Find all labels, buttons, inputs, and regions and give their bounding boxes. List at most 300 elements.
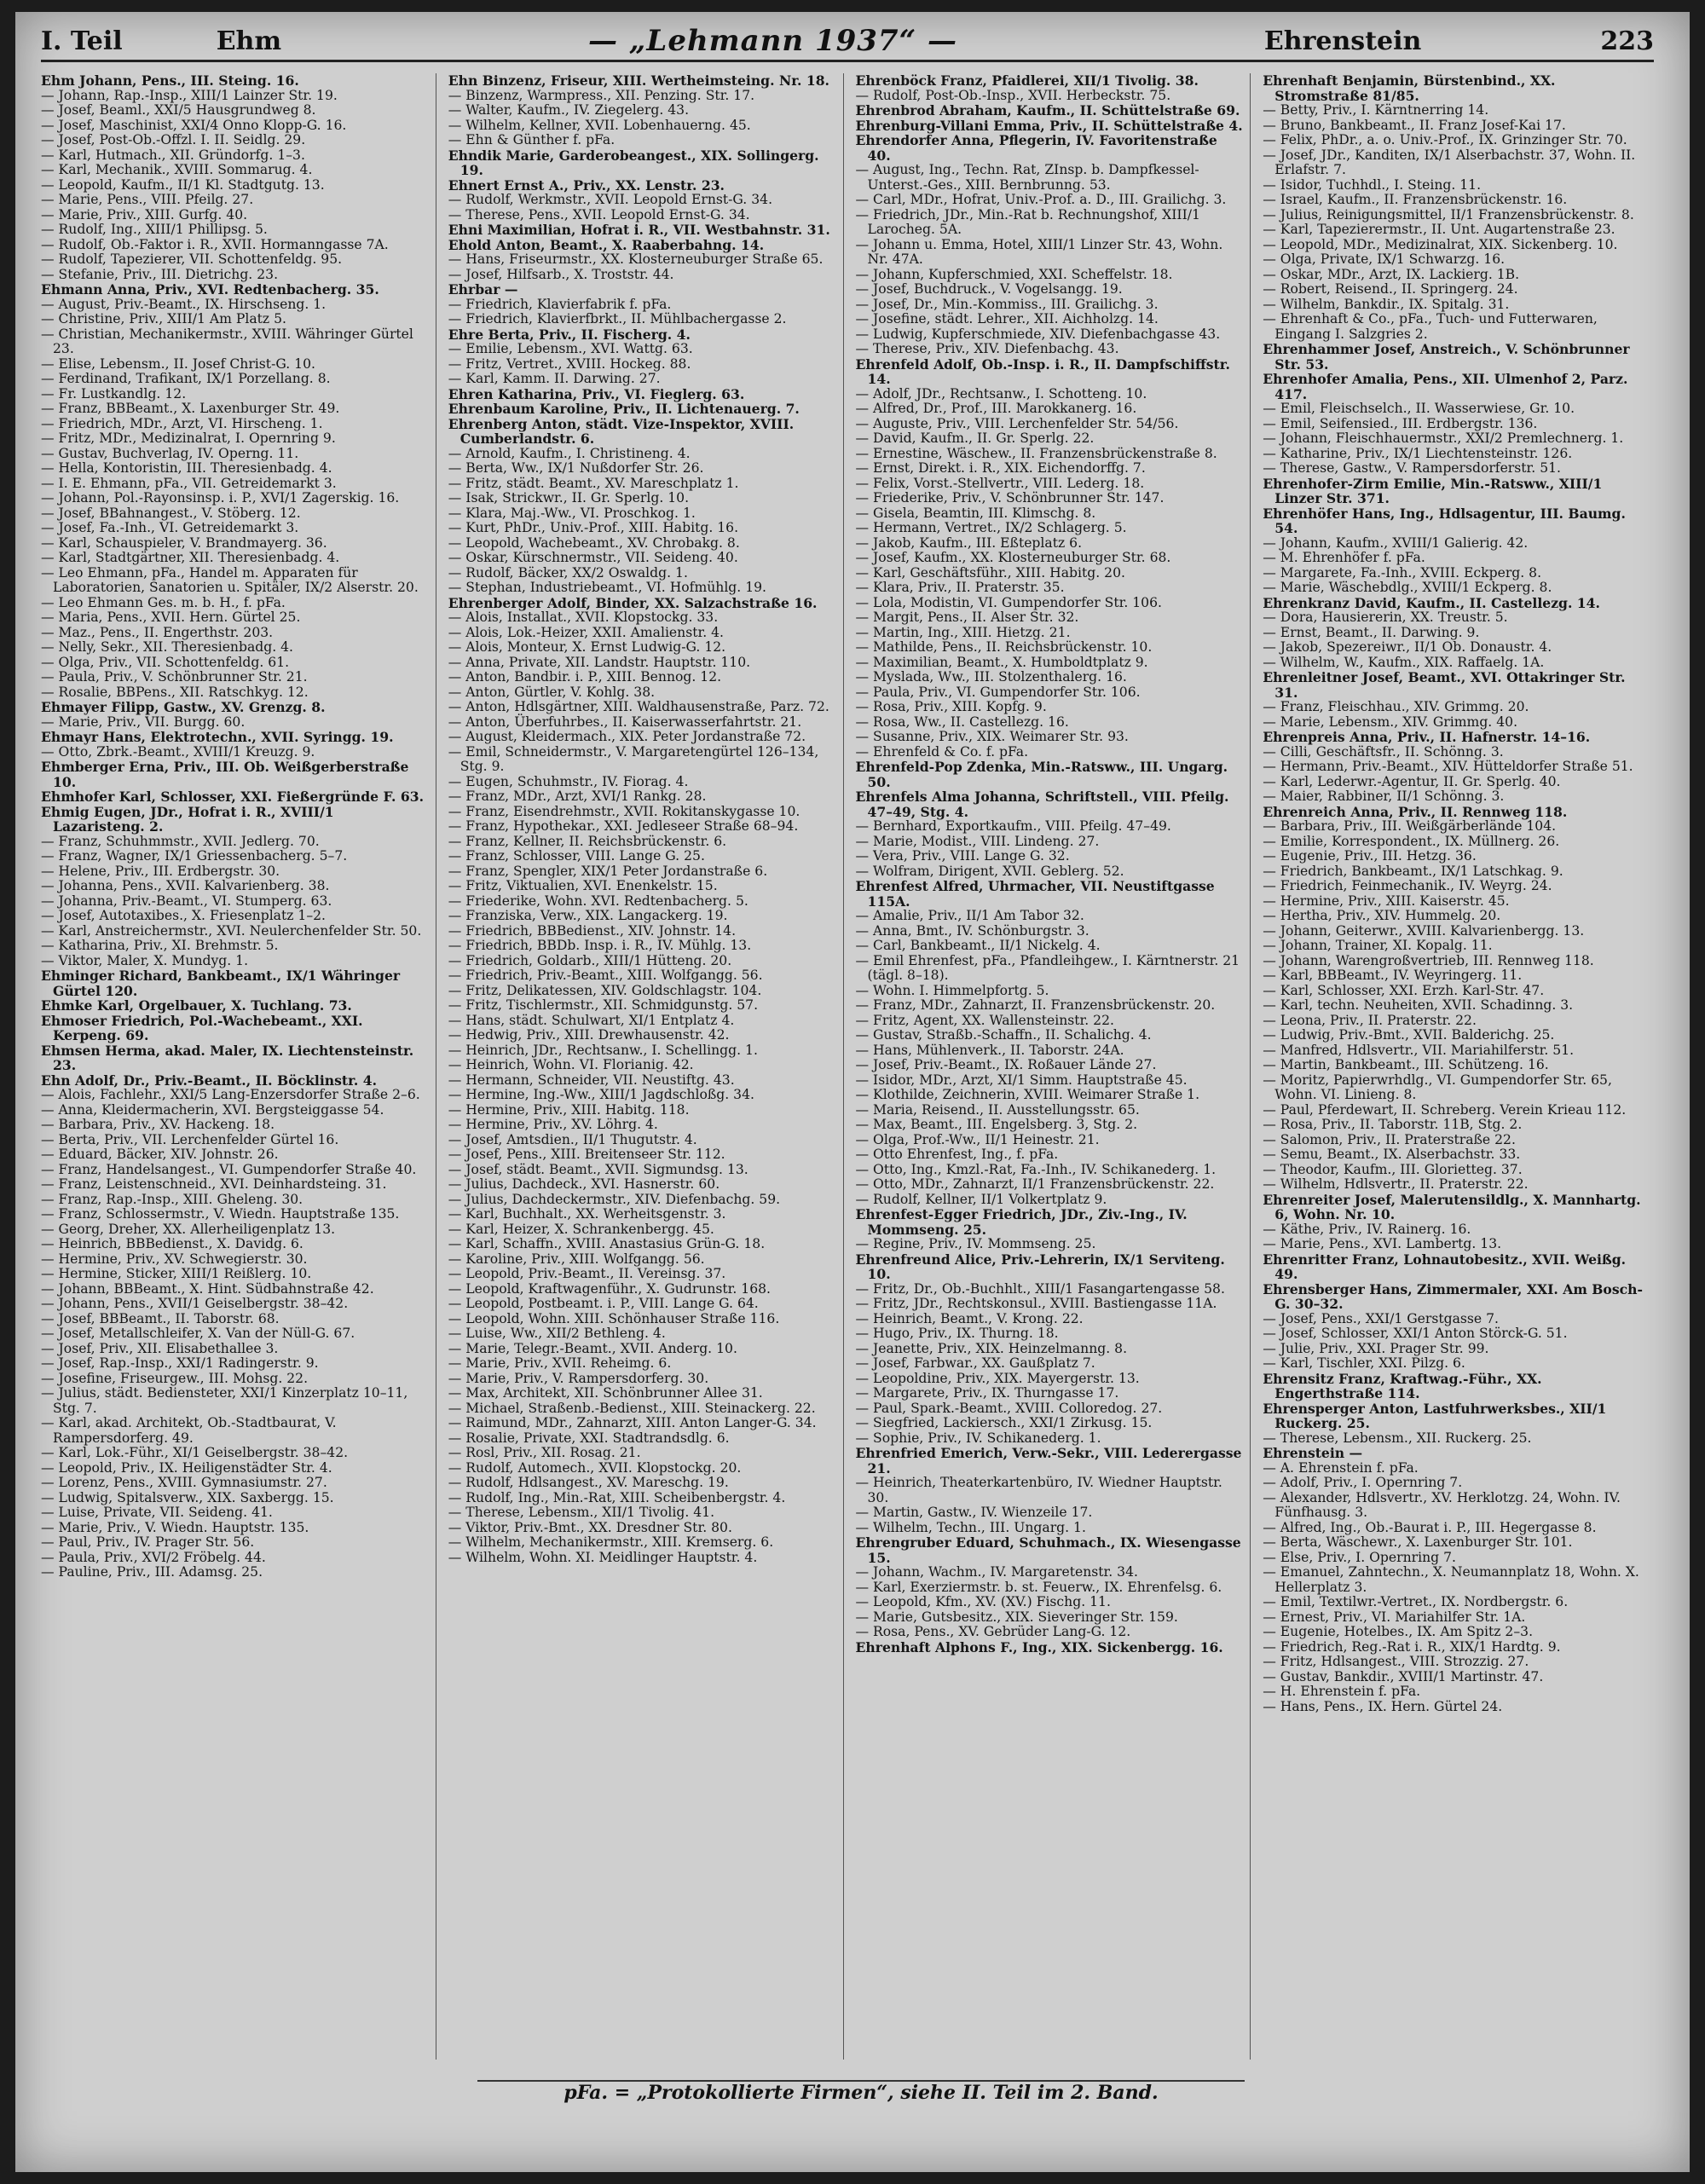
directory-entry: — Fritz, JDr., Rechtskonsul., XVIII. Bastiengasse 11A. — [855, 1296, 1217, 1311]
directory-entry: Ehmsen Herma, akad. Maler, IX. Liechtensteinstr. 23. — [41, 1042, 414, 1073]
directory-entry: Ehm Johann, Pens., III. Steing. 16. — [41, 73, 299, 89]
directory-entry: — Lorenz, Pens., XVIII. Gymnasiumstr. 27. — [41, 1475, 327, 1490]
directory-entry: — Ludwig, Spitalsverw., XIX. Saxbergg. 15. — [41, 1489, 334, 1505]
directory-entry: — Josef, Hilfsarb., X. Troststr. 44. — [448, 266, 674, 282]
last-name-on-page: Ehrenstein — [1263, 26, 1422, 56]
directory-entry: Ehrenfried Emerich, Verw.-Sekr., VIII. Lederergasse 21. — [855, 1445, 1242, 1476]
directory-entry: — August, Priv.-Beamt., IX. Hirschseng. 1. — [41, 296, 327, 312]
directory-entry: — Ludwig, Kupferschmiede, XIV. Diefenbachgasse 43. — [855, 326, 1221, 342]
directory-entry: — Johann, BBBeamt., X. Hint. Südbahnstraße 42. — [41, 1280, 374, 1297]
directory-entry: — Lola, Modistin, VI. Gumpendorfer Str. 106. — [855, 594, 1162, 610]
directory-entry: — Alfred, Dr., Prof., III. Marokkanerg. 16. — [855, 401, 1137, 416]
directory-entry: — Hermine, Priv., XIII. Kaiserstr. 45. — [1263, 893, 1510, 909]
directory-entry: — Käthe, Priv., IV. Rainerg. 16. — [1263, 1221, 1471, 1237]
directory-entry: — Salomon, Priv., II. Praterstraße 22. — [1263, 1131, 1516, 1147]
directory-entry: — Felix, PhDr., a. o. Univ.-Prof., IX. Grinzinger Str. 70. — [1263, 132, 1627, 147]
directory-entry: — Hermann, Vertret., IX/2 Schlagerg. 5. — [855, 520, 1127, 535]
directory-entry: Ehrensitz Franz, Kraftwag.-Führ., XX. Engerthstraße 114. — [1263, 1370, 1542, 1401]
directory-entry: Ehrengruber Eduard, Schuhmach., IX. Wiesengasse 15. — [855, 1534, 1241, 1566]
directory-entry: — Anton, Gürtler, V. Kohlg. 38. — [448, 684, 656, 700]
directory-entry: — Leo Ehmann, pFa., Handel m. Apparaten für Laboratorien, Sanatorien u. Spitäler, IX/2 Alserstr. 20. — [41, 564, 419, 595]
directory-entry: — Else, Priv., I. Opernring 7. — [1263, 1549, 1456, 1565]
directory-entry: — Fr. Lustkandlg. 12. — [41, 385, 187, 402]
directory-entry: — Josef, Priv.-Beamt., IX. Roßauer Lände 27. — [855, 1057, 1157, 1072]
directory-entry: — Robert, Reisend., II. Springerg. 24. — [1263, 281, 1518, 297]
directory-entry: — Leopold, Postbeamt. i. P., VIII. Lange G. 64. — [448, 1296, 759, 1311]
directory-entry: — Josef, Rap.-Insp., XXI/1 Radingerstr. 9. — [41, 1355, 319, 1371]
directory-entry: — Anton, Überfuhrbes., II. Kaiserwasserfahrtstr. 21. — [448, 714, 802, 730]
directory-entry: — Eugenie, Hotelbes., IX. Am Spitz 2–3. — [1263, 1624, 1534, 1639]
directory-entry: — Rosa, Priv., XIII. Kopfg. 9. — [855, 699, 1047, 714]
directory-entry: Ehrenreich Anna, Priv., II. Rennweg 118. — [1263, 803, 1568, 820]
directory-entry: — Fritz, Delikatessen, XIV. Goldschlagstr. 104. — [448, 982, 762, 998]
directory-entry: — Leopold, Wachebeamt., XV. Chrobakg. 8. — [448, 534, 740, 551]
directory-entry: — Karl, Lok.-Führ., XI/1 Geiselbergstr. 38–42. — [41, 1445, 349, 1460]
directory-entry: — Ehrenfeld & Co. f. pFa. — [855, 743, 1029, 760]
directory-entry: — Maria, Reisend., II. Ausstellungsstr. 65. — [855, 1101, 1140, 1118]
directory-entry: Ehrenburg-Villani Emma, Priv., II. Schüttelstraße 4. — [855, 117, 1243, 134]
directory-entry: — Marie, Modist., VIII. Lindeng. 27. — [855, 833, 1100, 849]
directory-entry: Ehrenpreis Anna, Priv., II. Hafnerstr. 14–16. — [1263, 729, 1591, 745]
directory-entry: — Emil, Seifensied., III. Erdbergstr. 136. — [1263, 415, 1538, 431]
directory-entry: — Martin, Gastw., IV. Wienzeile 17. — [855, 1505, 1093, 1520]
directory-entry: — Marie, Priv., V. Rampersdorferg. 30. — [448, 1370, 709, 1386]
directory-entry: — Karl, akad. Architekt, Ob.-Stadtbaurat, V. Rampersdorferg. 49. — [41, 1415, 337, 1446]
directory-entry: — Katharina, Priv., XI. Brehmstr. 5. — [41, 938, 279, 953]
directory-entry: — Leopold, Kaufm., II/1 Kl. Stadtgutg. 13. — [41, 176, 325, 193]
directory-entry: — Friedrich, MDr., Arzt, VI. Hirscheng. 1. — [41, 415, 323, 431]
directory-entry: — Julius, Dachdeck., XVI. Hasnerstr. 60. — [448, 1176, 720, 1192]
directory-entry: — Josef, Metallschleifer, X. Van der Nüll-G. 67. — [41, 1326, 355, 1341]
directory-entry: — Marie, Lebensm., XIV. Grimmg. 40. — [1263, 714, 1518, 730]
directory-entry: — Franz, Handelsangest., VI. Gumpendorfer Straße 40. — [41, 1161, 417, 1177]
directory-entry: — Anna, Bmt., IV. Schönburgstr. 3. — [855, 922, 1089, 939]
directory-entry: Ehmberger Erna, Priv., III. Ob. Weißgerberstraße 10. — [41, 759, 409, 790]
directory-entry: — Hans, städt. Schulwart, XI/1 Entplatz 4. — [448, 1012, 735, 1028]
directory-entry: — Friedrich, Reg.-Rat i. R., XIX/1 Hardtg. 9. — [1263, 1638, 1561, 1655]
directory-entry: — A. Ehrenstein f. pFa. — [1263, 1459, 1419, 1476]
directory-entry: — Josef, Autotaxibes., X. Friesenplatz 1–2. — [41, 908, 327, 923]
directory-entry: — Marie, Pens., VIII. Pfeilg. 27. — [41, 192, 254, 207]
directory-entry: Ehrenberg Anton, städt. Vize-Inspektor, XVIII. Cumberlandstr. 6. — [448, 415, 795, 447]
directory-entry: — Regine, Priv., IV. Mommseng. 25. — [855, 1236, 1096, 1251]
directory-entry: — Otto, Ing., Kmzl.-Rat, Fa.-Inh., IV. Schikanederg. 1. — [855, 1161, 1217, 1177]
directory-entry: — Nelly, Sekr., XII. Theresienbadg. 4. — [41, 639, 294, 655]
directory-entry: — Rosalie, BBPens., XII. Ratschkyg. 12. — [41, 684, 309, 700]
directory-column-2 — [448, 73, 844, 2060]
directory-entry: — Rudolf, Ing., XIII/1 Phillipsg. 5. — [41, 222, 268, 237]
directory-entry: — Fritz, Hdlsangest., VIII. Strozzig. 27. — [1263, 1654, 1529, 1669]
directory-entry: — Josef, Pens., XXI/1 Gerstgasse 7. — [1263, 1310, 1499, 1326]
directory-entry: — Rudolf, Hdlsangest., XV. Mareschg. 19. — [448, 1475, 729, 1490]
directory-entry: — Bernhard, Exportkaufm., VIII. Pfeilg. 47–49. — [855, 818, 1171, 834]
directory-entry: — Emil, Textilwr.-Vertret., IX. Nordbergstr. 6. — [1263, 1594, 1569, 1609]
directory-entry: — Josef, BBBeamt., II. Taborstr. 68. — [41, 1310, 280, 1326]
directory-entry: — Karoline, Priv., XIII. Wolfgangg. 56. — [448, 1251, 705, 1267]
directory-entry: — Rosa, Ww., II. Castellezg. 16. — [855, 714, 1069, 730]
directory-entry: — Viktor, Maler, X. Mundyg. 1. — [41, 952, 249, 968]
directory-entry: — Friederike, Priv., V. Schönbrunner Str. 147. — [855, 490, 1165, 506]
directory-entry: — Julius, Dachdeckermstr., XIV. Diefenbachg. 59. — [448, 1191, 781, 1207]
directory-entry: — Leopold, Kfm., XV. (XV.) Fischg. 11. — [855, 1594, 1111, 1609]
part-label: I. Teil — [41, 26, 123, 56]
directory-entry: — Sophie, Priv., IV. Schikanederg. 1. — [855, 1430, 1101, 1446]
directory-entry: — Johanna, Pens., XVII. Kalvarienberg. 38. — [41, 878, 330, 893]
directory-entry: — Alois, Installat., XVII. Klopstockg. 33. — [448, 610, 719, 625]
directory-entry: — Franz, Kellner, II. Reichsbrückenstr. 6. — [448, 833, 727, 849]
directory-entry: Ehrenberger Adolf, Binder, XX. Salzachstraße 16. — [448, 594, 818, 611]
directory-entry: — Franz, MDr., Zahnarzt, II. Franzensbrückenstr. 20. — [855, 997, 1216, 1013]
directory-entry: Ehrenstein — — [1263, 1445, 1363, 1461]
directory-entry: — Kurt, PhDr., Univ.-Prof., XIII. Habitg. 16. — [448, 520, 739, 535]
directory-entry: — Isidor, MDr., Arzt, XI/1 Simm. Hauptstraße 45. — [855, 1072, 1188, 1088]
directory-entry: Ehmayer Filipp, Gastw., XV. Grenzg. 8. — [41, 699, 326, 715]
directory-entry: — Alexander, Hdlsvertr., XV. Herklotzg. 24, Wohn. IV. Fünfhausg. 3. — [1263, 1489, 1621, 1520]
directory-entry: — Marie, Pens., XVI. Lambertg. 13. — [1263, 1236, 1502, 1251]
directory-entry: — Josef, Dr., Min.-Kommiss., III. Grailichg. 3. — [855, 296, 1159, 312]
directory-entry: — Karl, Schauspieler, V. Brandmayerg. 36. — [41, 534, 327, 551]
directory-entry: — Franz, Schlosser, VIII. Lange G. 25. — [448, 848, 705, 864]
directory-entry: — M. Ehrenhöfer f. pFa. — [1263, 550, 1425, 565]
directory-entry: — Josef, Post-Ob.-Offzl. I. II. Seidlg. 29. — [41, 132, 306, 147]
directory-entry: — Heinrich, Theaterkartenbüro, IV. Wiedner Hauptstr. 30. — [855, 1475, 1222, 1505]
directory-entry: — Josef, Beaml., XXI/5 Hausgrundweg 8. — [41, 102, 316, 118]
directory-entry: — Fritz, MDr., Medizinalrat, I. Opernring 9. — [41, 430, 336, 446]
directory-entry: Ehrenhofer-Zirm Emilie, Min.-Ratsww., XIII/1 Linzer Str. 371. — [1263, 475, 1603, 506]
directory-entry: — Rudolf, Kellner, II/1 Volkertplatz 9. — [855, 1191, 1107, 1207]
directory-entry: — Hans, Friseurmstr., XX. Klosterneuburger Straße 65. — [448, 251, 824, 267]
directory-entry: — Maz., Pens., II. Engerthstr. 203. — [41, 624, 274, 640]
directory-entry: — Wilhelm, W., Kaufm., XIX. Raffaelg. 1A. — [1263, 654, 1545, 670]
directory-entry: — Olga, Priv., VII. Schottenfeldg. 61. — [41, 654, 290, 670]
directory-entry: Ehrenhöfer Hans, Ing., Hdlsagentur, III. Baumg. 54. — [1263, 505, 1626, 536]
directory-entry: — Myslada, Ww., III. Stolzenthalerg. 16. — [855, 669, 1127, 685]
directory-entry: — Jakob, Kaufm., III. Eßteplatz 6. — [855, 534, 1083, 551]
directory-entry: — Amalie, Priv., II/1 Am Tabor 32. — [855, 908, 1084, 923]
directory-entry: — Therese, Priv., XIV. Diefenbachg. 43. — [855, 341, 1119, 356]
directory-entry: — Karl, Exerziermstr. b. st. Feuerw., IX. Ehrenfelsg. 6. — [855, 1579, 1222, 1595]
directory-entry: — Therese, Lebensm., XII. Ruckerg. 25. — [1263, 1430, 1532, 1446]
directory-entry: Ehminger Richard, Bankbeamt., IX/1 Währinger Gürtel 120. — [41, 968, 401, 999]
directory-entry: — Rudolf, Bäcker, XX/2 Oswaldg. 1. — [448, 564, 688, 581]
directory-entry: — Josef, JDr., Kanditen, IX/1 Alserbachstr. 37, Wohn. II. Erlafstr. 7. — [1263, 147, 1636, 177]
directory-entry: — Anton, Hdlsgärtner, XIII. Waldhausenstraße, Parz. 72. — [448, 699, 829, 714]
directory-entry: — Rudolf, Tapezierer, VII. Schottenfeldg. 95. — [41, 251, 343, 267]
directory-entry: — H. Ehrenstein f. pFa. — [1263, 1684, 1421, 1699]
directory-entry: — Max, Beamt., III. Engelsberg. 3, Stg. 2. — [855, 1117, 1138, 1132]
directory-entry: Ehrendorfer Anna, Pflegerin, IV. Favoritenstraße 40. — [855, 132, 1217, 164]
directory-entry: — Alois, Fachlehr., XXI/5 Lang-Enzersdorfer Straße 2–6. — [41, 1087, 420, 1102]
directory-entry: — Julie, Priv., XXI. Prager Str. 99. — [1263, 1340, 1489, 1356]
directory-entry: — Eugen, Schuhmstr., IV. Fiorag. 4. — [448, 773, 689, 789]
directory-entry: Ehrenfeld Adolf, Ob.-Insp. i. R., II. Dampfschiffstr. 14. — [855, 355, 1230, 387]
directory-entry: — Semu, Beamt., IX. Alserbachstr. 33. — [1263, 1147, 1521, 1162]
directory-entry: — Johann, Wachm., IV. Margaretenstr. 34. — [855, 1564, 1138, 1580]
directory-entry: Ehrenfreund Alice, Priv.-Lehrerin, IX/1 Serviteng. 10. — [855, 1251, 1225, 1282]
directory-entry: — Felix, Vorst.-Stellvertr., VIII. Lederg. 18. — [855, 475, 1145, 491]
directory-column-4 — [1263, 73, 1657, 2060]
directory-entry: — Adolf, JDr., Rechtsanw., I. Schotteng. 10. — [855, 385, 1147, 402]
directory-entry: — Josef, Farbwar., XX. Gaußplatz 7. — [855, 1355, 1095, 1371]
directory-entry: — David, Kaufm., II. Gr. Sperlg. 22. — [855, 430, 1095, 446]
directory-entry: — Olga, Private, IX/1 Schwarzg. 16. — [1263, 251, 1506, 267]
directory-entry: — Josefine, städt. Lehrer., XII. Aichholzg. 14. — [855, 311, 1159, 326]
directory-entry: — Ernest, Priv., VI. Mariahilfer Str. 1A. — [1263, 1609, 1526, 1625]
directory-entry: — Friederike, Wohn. XVI. Redtenbacherg. 5. — [448, 893, 748, 909]
directory-entry: — Georg, Dreher, XX. Allerheiligenplatz 13. — [41, 1221, 336, 1237]
directory-entry: — Rudolf, Ob.-Faktor i. R., XVII. Hormanngasse 7A. — [41, 236, 389, 252]
directory-entry: Ehmke Karl, Orgelbauer, X. Tuchlang. 73. — [41, 997, 352, 1014]
directory-entry: — Mathilde, Pens., II. Reichsbrückenstr. 10. — [855, 639, 1153, 655]
directory-entry: — Berta, Wäschewr., X. Laxenburger Str. 101. — [1263, 1534, 1573, 1550]
directory-entry: — Hermine, Priv., XIII. Habitg. 118. — [448, 1101, 690, 1118]
directory-entry: — Johann, Rap.-Insp., XIII/1 Lainzer Str. 19. — [41, 87, 338, 103]
directory-entry: Ehrenritter Franz, Lohnautobesitz., XVII. Weißg. 49. — [1263, 1251, 1627, 1282]
directory-entry: — Fritz, städt. Beamt., XV. Mareschplatz 1. — [448, 475, 739, 491]
directory-entry: Ehrenfeld-Pop Zdenka, Min.-Ratsww., III. Ungarg. 50. — [855, 759, 1228, 790]
directory-entry: — Wohn. I. Himmelpfortg. 5. — [855, 982, 1049, 998]
header-left — [41, 26, 281, 56]
directory-entry: — Wilhelm, Wohn. XI. Meidlinger Hauptstr. 4. — [448, 1549, 758, 1565]
directory-entry: Ehrensperger Anton, Lastfuhrwerksbes., XII/1 Ruckerg. 25. — [1263, 1400, 1607, 1431]
directory-entry: — Gustav, Buchverlag, IV. Operng. 11. — [41, 445, 299, 461]
header-right — [1264, 26, 1654, 56]
directory-entry: Ehrenbrod Abraham, Kaufm., II. Schüttelstraße 69. — [855, 102, 1240, 118]
directory-entry: — Otto, Zbrk.-Beamt., XVIII/1 Kreuzg. 9. — [41, 743, 315, 760]
directory-entry: — Rudolf, Post-Ob.-Insp., XVII. Herbeckstr. 75. — [855, 87, 1171, 103]
directory-entry: — Stephan, Industriebeamt., VI. Hofmühlg. 19. — [448, 580, 767, 595]
directory-entry: — Josefine, Friseurgew., III. Mohsg. 22. — [41, 1370, 309, 1386]
directory-entry: — Marie, Priv., VII. Burgg. 60. — [41, 714, 246, 730]
directory-entry: — Leopold, Kraftwagenführ., X. Gudrunstr. 168. — [448, 1280, 772, 1297]
directory-entry: — Josef, Amtsdien., II/1 Thugutstr. 4. — [448, 1131, 697, 1147]
directory-entry: — Rosa, Priv., II. Taborstr. 11B, Stg. 2. — [1263, 1117, 1523, 1132]
directory-entry: — Rosa, Pens., XV. Gebrüder Lang-G. 12. — [855, 1624, 1131, 1639]
directory-entry: — Emil Ehrenfest, pFa., Pfandleihgew., I. Kärntnerstr. 21 (tägl. 8–18). — [855, 952, 1240, 983]
directory-entry: Ehrbar — — [448, 281, 518, 298]
directory-entry: Ehmig Eugen, JDr., Hofrat i. R., XVIII/1 Lazaristeng. 2. — [41, 803, 334, 835]
directory-entry: — Karl, Mechanik., XVIII. Sommarug. 4. — [41, 162, 313, 177]
directory-entry: — Martin, Bankbeamt., III. Schützeng. 16. — [1263, 1057, 1549, 1072]
directory-entry: Ehrenfest-Egger Friedrich, JDr., Ziv.-Ing., IV. Mommseng. 25. — [855, 1206, 1188, 1238]
directory-entry: — Fritz, Vertret., XVIII. Hockeg. 88. — [448, 355, 691, 372]
directory-entry: — Otto Ehrenfest, Ing., f. pFa. — [855, 1147, 1059, 1162]
directory-entry: Ehmhofer Karl, Schlosser, XXI. Fießergründe F. 63. — [41, 789, 425, 805]
directory-entry: Ehn Binzenz, Friseur, XIII. Wertheimsteing. Nr. 18. — [448, 73, 829, 89]
directory-entry: — Emanuel, Zahntechn., X. Neumannplatz 18, Wohn. X. Hellerplatz 3. — [1263, 1564, 1639, 1595]
directory-entry: — Friedrich, JDr., Min.-Rat b. Rechnungshof, XIII/1 Larocheg. 5A. — [855, 206, 1200, 237]
directory-entry: — Ernst, Direkt. i. R., XIX. Eichendorffg. 7. — [855, 460, 1146, 476]
directory-entry: — Paul, Spark.-Beamt., XVIII. Colloredog. 27. — [855, 1400, 1163, 1416]
directory-entry: — Rudolf, Automech., XVII. Klopstockg. 20. — [448, 1459, 742, 1476]
directory-entry: — Friedrich, Feinmechanik., IV. Weyrg. 24. — [1263, 878, 1552, 893]
directory-entry: — Gisela, Beamtin, III. Klimschg. 8. — [855, 505, 1096, 521]
directory-entry: — Paula, Priv., VI. Gumpendorfer Str. 106. — [855, 684, 1141, 700]
directory-entry: — Johann, Kaufm., XVIII/1 Galierig. 42. — [1263, 534, 1529, 551]
directory-entry: — Hans, Mühlenverk., II. Taborstr. 24A. — [855, 1042, 1124, 1058]
directory-entry: — Heinrich, Beamt., V. Krong. 22. — [855, 1310, 1084, 1326]
directory-entry: — Karl, Kamm. II. Darwing. 27. — [448, 371, 661, 386]
directory-entry: Ehrenhaft Alphons F., Ing., XIX. Sickenbergg. 16. — [855, 1638, 1223, 1655]
directory-entry: — Franz, Eisendrehmstr., XVII. Rokitanskygasse 10. — [448, 803, 800, 819]
directory-entry: — Ludwig, Priv.-Bmt., XVII. Balderichg. 25. — [1263, 1027, 1555, 1043]
directory-entry: — Fritz, Dr., Ob.-Buchhlt., XIII/1 Fasangartengasse 58. — [855, 1280, 1225, 1297]
directory-entry: — Josef, BBahnangest., V. Stöberg. 12. — [41, 505, 301, 521]
directory-entry: — Olga, Prof.-Ww., II/1 Heinestr. 21. — [855, 1131, 1100, 1147]
directory-entry: — Karl, Stadtgärtner, XII. Theresienbadg. 4. — [41, 550, 340, 565]
directory-entry: — Raimund, MDr., Zahnarzt, XIII. Anton Langer-G. 34. — [448, 1415, 817, 1430]
directory-entry: — I. E. Ehmann, pFa., VII. Getreidemarkt 3. — [41, 475, 337, 491]
publication-title: — „Lehmann 1937“ — — [588, 24, 957, 58]
directory-entry: Ehmann Anna, Priv., XVI. Redtenbacherg. 35. — [41, 281, 379, 298]
directory-entry: — Karl, Tapezierermstr., II. Unt. Augartenstraße 23. — [1263, 222, 1615, 237]
directory-entry: — Maximilian, Beamt., X. Humboldtplatz 9. — [855, 654, 1148, 670]
directory-entry: — Johann, Kupferschmied, XXI. Scheffelstr. 18. — [855, 266, 1173, 282]
directory-entry: — Ernestine, Wäschew., II. Franzensbrückenstraße 8. — [855, 445, 1217, 461]
directory-entry: — Karl, Buchhalt., XX. Werheitsgenstr. 3. — [448, 1206, 726, 1222]
directory-entry: — Rosalie, Private, XXI. Stadtrandsdlg. 6. — [448, 1430, 730, 1446]
directory-entry: — Emil, Schneidermstr., V. Margaretengürtel 126–134, Stg. 9. — [448, 743, 819, 774]
directory-entry: — Karl, Schaffn., XVIII. Anastasius Grün-G. 18. — [448, 1236, 766, 1251]
directory-entry: — Therese, Pens., XVII. Leopold Ernst-G. 34. — [448, 206, 750, 222]
directory-entry: — Siegfried, Lackiersch., XXI/1 Zirkusg. 15. — [855, 1415, 1153, 1430]
directory-entry: — Eugenie, Priv., III. Hetzg. 36. — [1263, 848, 1477, 864]
directory-entry: Ehrenfest Alfred, Uhrmacher, VII. Neustiftgasse 115A. — [855, 878, 1215, 910]
directory-entry: — Ehn & Günther f. pFa. — [448, 132, 616, 147]
directory-entry: — Dora, Hausiererin, XX. Treustr. 5. — [1263, 610, 1508, 625]
directory-entry: — Isak, Strickwr., II. Gr. Sperlg. 10. — [448, 490, 690, 506]
directory-entry: — Friedrich, Klavierfbrkt., II. Mühlbachergasse 2. — [448, 311, 787, 326]
directory-entry: — Otto, MDr., Zahnarzt, II/1 Franzensbrückenstr. 22. — [855, 1176, 1215, 1192]
directory-entry: — Franz, Rap.-Insp., XIII. Gheleng. 30. — [41, 1191, 303, 1207]
directory-entry: — Johann u. Emma, Hotel, XIII/1 Linzer Str. 43, Wohn. Nr. 47A. — [855, 236, 1223, 267]
directory-entry: — Anna, Kleidermacherin, XVI. Bergsteiggasse 54. — [41, 1101, 384, 1118]
directory-entry: — Ehrenhaft & Co., pFa., Tuch- und Futterwaren, Eingang I. Salzgries 2. — [1263, 311, 1598, 342]
directory-entry: — Israel, Kaufm., II. Franzensbrückenstr. 16. — [1263, 192, 1568, 207]
directory-entry: — Wolfram, Dirigent, XVII. Geblerg. 52. — [855, 863, 1124, 879]
directory-entry: — Luise, Private, VII. Seideng. 41. — [41, 1505, 273, 1520]
directory-entry: — Berta, Ww., IX/1 Nußdorfer Str. 26. — [448, 460, 704, 476]
directory-entry: — Josef, Schlosser, XXI/1 Anton Störck-G. 51. — [1263, 1326, 1568, 1341]
directory-entry: — Franz, Fleischhau., XIV. Grimmg. 20. — [1263, 699, 1529, 714]
directory-entry: — Auguste, Priv., VIII. Lerchenfelder Str. 54/56. — [855, 415, 1179, 431]
directory-entry: — Gustav, Straßb.-Schaffn., II. Schalichg. 4. — [855, 1027, 1152, 1043]
directory-entry: — Leona, Priv., II. Praterstr. 22. — [1263, 1012, 1477, 1028]
directory-entry: — Alois, Monteur, X. Ernst Ludwig-G. 12. — [448, 639, 726, 655]
directory-entry: Ehrenbaum Karoline, Priv., II. Lichtenauerg. 7. — [448, 401, 800, 417]
directory-entry: Ehrenböck Franz, Pfaidlerei, XII/1 Tivolig. 38. — [855, 73, 1199, 89]
directory-entry: — Arnold, Kaufm., I. Christineng. 4. — [448, 445, 691, 461]
footnote: pFa. = „Protokollierte Firmen“, siehe II. Teil im 2. Band. — [477, 2080, 1245, 2107]
directory-entry: — Karl, Lederwr.-Agentur, II. Gr. Sperlg. 40. — [1263, 773, 1561, 789]
page-number: 223 — [1600, 26, 1654, 56]
directory-entry: — Oskar, Kürschnermstr., VII. Seideng. 40. — [448, 550, 738, 565]
directory-entry: — Anna, Private, XII. Landstr. Hauptstr. 110. — [448, 654, 751, 670]
directory-entry: — Franz, Spengler, XIX/1 Peter Jordanstraße 6. — [448, 863, 768, 879]
directory-entry: — Maier, Rabbiner, II/1 Schönng. 3. — [1263, 789, 1505, 804]
directory-entry: — Franz, MDr., Arzt, XVI/1 Rankg. 28. — [448, 789, 707, 804]
directory-entry: — Friedrich, Klavierfabrik f. pFa. — [448, 296, 672, 312]
directory-entry: — Franz, BBBeamt., X. Laxenburger Str. 49. — [41, 401, 340, 416]
directory-entry: — Hermine, Ing.-Ww., XIII/1 Jagdschloßg. 34. — [448, 1087, 754, 1102]
directory-columns — [41, 73, 1657, 2060]
directory-entry: — Therese, Lebensm., XII/1 Tivolig. 41. — [448, 1505, 715, 1520]
directory-entry: — August, Kleidermach., XIX. Peter Jordanstraße 72. — [448, 729, 806, 744]
directory-entry: — Hedwig, Priv., XIII. Drewhausenstr. 42. — [448, 1027, 730, 1043]
directory-entry: Ehrenleitner Josef, Beamt., XVI. Ottakringer Str. 31. — [1263, 669, 1626, 701]
directory-entry: — Gustav, Bankdir., XVIII/1 Martinstr. 47. — [1263, 1668, 1544, 1684]
directory-entry: Ehmoser Friedrich, Pol.-Wachebeamt., XXI. Kerpeng. 69. — [41, 1012, 363, 1043]
directory-entry: — Friedrich, Bankbeamt., IX/1 Latschkag. 9. — [1263, 863, 1563, 879]
directory-entry: — Heinrich, BBBedienst., X. Davidg. 6. — [41, 1236, 303, 1251]
directory-entry: — Carl, Bankbeamt., II/1 Nickelg. 4. — [855, 938, 1101, 953]
directory-entry: — Marie, Priv., XIII. Gurfg. 40. — [41, 206, 248, 222]
directory-entry: — Franziska, Verw., XIX. Langackerg. 19. — [448, 908, 728, 923]
directory-entry: — Oskar, MDr., Arzt, IX. Lackierg. 1B. — [1263, 266, 1520, 282]
page-header — [41, 22, 1654, 62]
directory-entry: — Leopold, Priv., IX. Heiligenstädter Str. 4. — [41, 1459, 332, 1476]
directory-entry: — Wilhelm, Kellner, XVII. Lobenhauerng. 45. — [448, 117, 751, 133]
directory-entry: Ehrenhaft Benjamin, Bürstenbind., XX. Stromstraße 81/85. — [1263, 73, 1556, 104]
directory-entry: — Franz, Hypothekar., XXI. Jedleseer Straße 68–94. — [448, 818, 799, 834]
directory-entry: — Karl, Hutmach., XII. Gründorfg. 1–3. — [41, 147, 305, 163]
directory-entry: — Moritz, Papierwrhdlg., VI. Gumpendorfer Str. 65, Wohn. VI. Linieng. 8. — [1263, 1072, 1612, 1102]
directory-entry: — Maria, Pens., XVII. Hern. Gürtel 25. — [41, 610, 301, 625]
directory-entry: — Karl, Tischler, XXI. Pilzg. 6. — [1263, 1355, 1465, 1371]
directory-entry: — Paul, Pferdewart, II. Schreberg. Verein Krieau 112. — [1263, 1101, 1627, 1118]
directory-entry: — Paula, Priv., XVI/2 Fröbelg. 44. — [41, 1549, 266, 1565]
directory-entry: — Hella, Kontoristin, III. Theresienbadg. 4. — [41, 460, 332, 476]
directory-entry: — Julius, Reinigungsmittel, II/1 Franzensbrückenstr. 8. — [1263, 206, 1634, 222]
directory-entry: — Klothilde, Zeichnerin, XVIII. Weimarer Straße 1. — [855, 1087, 1200, 1102]
directory-entry: — Margarete, Priv., IX. Thurngasse 17. — [855, 1385, 1119, 1401]
directory-entry: — Friedrich, BBDb. Insp. i. R., IV. Mühlg. 13. — [448, 938, 752, 953]
directory-entry: — Paul, Priv., IV. Prager Str. 56. — [41, 1534, 255, 1550]
directory-entry: — Marie, Priv., V. Wiedn. Hauptstr. 135. — [41, 1519, 309, 1535]
directory-entry: — Karl, Geschäftsführ., XIII. Habitg. 20. — [855, 564, 1125, 581]
directory-entry: — Josef, städt. Beamt., XVII. Sigmundsg. 13. — [448, 1161, 748, 1177]
directory-entry: — Fritz, Tischlermstr., XII. Schmidgunstg. 57. — [448, 997, 759, 1013]
directory-entry: — Johann, Pol.-Rayonsinsp. i. P., XVI/1 Zagerskig. 16. — [41, 490, 400, 506]
directory-entry: — Adolf, Priv., I. Opernring 7. — [1263, 1475, 1463, 1490]
directory-entry: — Ferdinand, Trafikant, IX/1 Porzellang. 8. — [41, 371, 331, 386]
directory-entry: — Eduard, Bäcker, XIV. Johnstr. 26. — [41, 1147, 279, 1162]
directory-entry: — Johann, Fleischhauermstr., XXI/2 Premlechnerg. 1. — [1263, 430, 1624, 446]
directory-entry: — Marie, Telegr.-Beamt., XVII. Anderg. 10. — [448, 1340, 737, 1356]
directory-entry: — Wilhelm, Techn., III. Ungarg. 1. — [855, 1519, 1086, 1535]
directory-entry: — Franz, Leistenschneid., XVI. Deinhardsteing. 31. — [41, 1176, 387, 1192]
directory-entry: — Johann, Pens., XVII/1 Geiselbergstr. 38–42. — [41, 1296, 349, 1311]
directory-entry: — Katharine, Priv., IX/1 Liechtensteinstr. 126. — [1263, 445, 1573, 461]
directory-entry: Ehrenreiter Josef, Malerutensildlg., X. Mannhartg. 6, Wohn. Nr. 10. — [1263, 1191, 1641, 1222]
directory-entry: — Michael, Straßenb.-Bedienst., XIII. Steinackerg. 22. — [448, 1400, 816, 1416]
directory-entry: — Julius, städt. Bediensteter, XXI/1 Kinzerplatz 10–11, Stg. 7. — [41, 1385, 408, 1416]
directory-entry: Ehren Katharina, Priv., VI. Fieglerg. 63. — [448, 385, 745, 402]
directory-entry: — Luise, Ww., XII/2 Bethleng. 4. — [448, 1326, 666, 1341]
directory-entry: — Hugo, Priv., IX. Thurng. 18. — [855, 1326, 1059, 1341]
directory-entry: — Heinrich, Wohn. VI. Florianig. 42. — [448, 1057, 694, 1072]
directory-entry: — Fritz, Viktualien, XVI. Enenkelstr. 15. — [448, 878, 718, 893]
directory-entry: — Hertha, Priv., XIV. Hummelg. 20. — [1263, 908, 1501, 923]
directory-entry: — Marie, Priv., XVII. Reheimg. 6. — [448, 1355, 672, 1371]
directory-entry: — Ernst, Beamt., II. Darwing. 9. — [1263, 624, 1480, 640]
directory-entry: — Emil, Fleischselch., II. Wasserwiese, Gr. 10. — [1263, 401, 1575, 416]
directory-entry: — Josef, Buchdruck., V. Vogelsangg. 19. — [855, 281, 1123, 297]
directory-entry: — Hermann, Priv.-Beamt., XIV. Hütteldorfer Straße 51. — [1263, 759, 1633, 774]
directory-entry: — Therese, Gastw., V. Rampersdorferstr. 51. — [1263, 460, 1561, 476]
directory-entry: — Cilli, Geschäftsfr., II. Schönng. 3. — [1263, 743, 1504, 760]
directory-entry: — Karl, Anstreichermstr., XVI. Neulerchenfelder Str. 50. — [41, 922, 422, 939]
